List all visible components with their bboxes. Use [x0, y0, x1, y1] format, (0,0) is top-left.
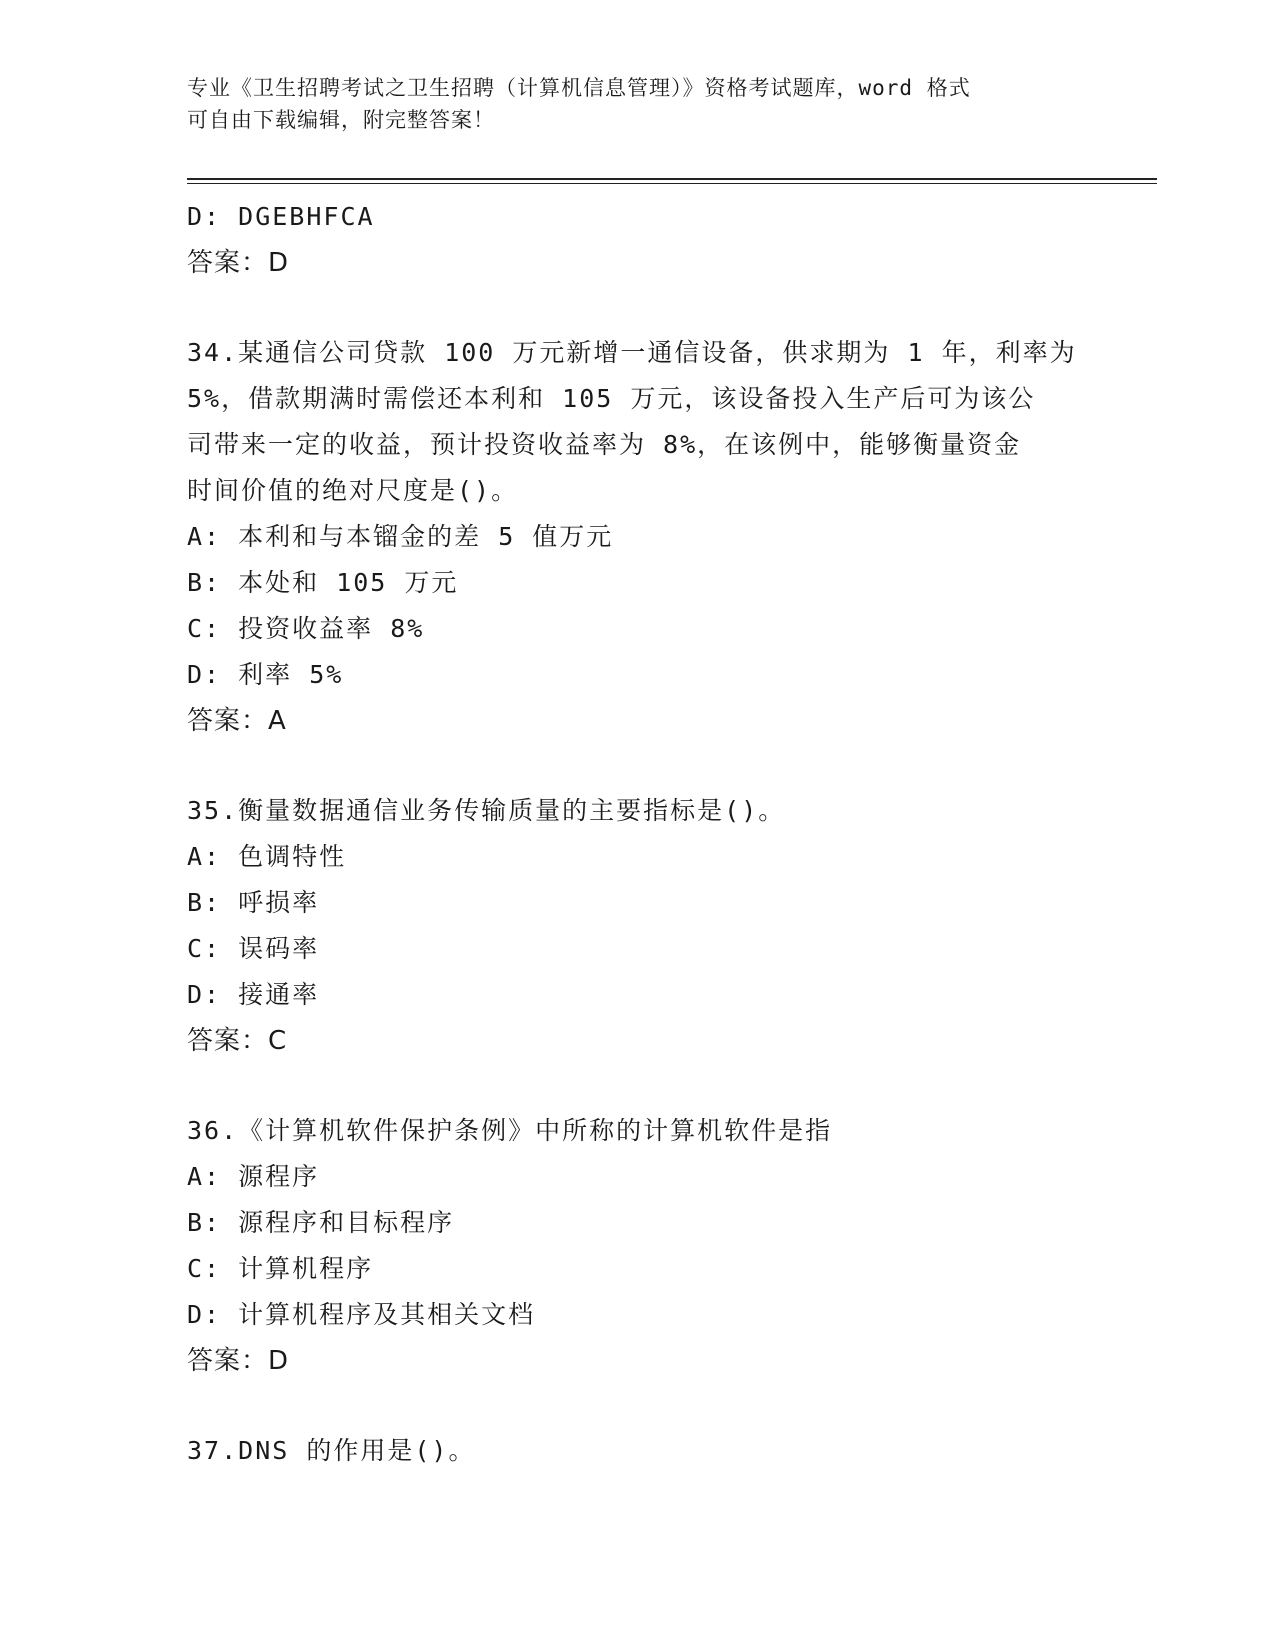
- answer-line: 答案：D: [187, 248, 290, 278]
- answer-line: 答案：C: [187, 1026, 288, 1056]
- option-c: C: 投资收益率 8%: [187, 614, 425, 643]
- option-c: C: 误码率: [187, 934, 320, 963]
- option-d: D: DGEBHFCA: [187, 202, 375, 231]
- option-d: D: 接通率: [187, 980, 320, 1009]
- option-b: B: 本处和 105 万元: [187, 568, 459, 597]
- question-list: [187, 194, 1087, 1474]
- header-line-2: 可自由下载编辑，附完整答案！: [187, 108, 495, 132]
- question-stem-line: 司带来一定的收益，预计投资收益率为 8%，在该例中，能够衡量资金: [187, 430, 1022, 459]
- header-divider-thick: [187, 178, 1157, 180]
- question-34: [187, 330, 1087, 744]
- question-stem-line: 37.DNS 的作用是()。: [187, 1436, 476, 1465]
- question-37: [187, 1428, 1087, 1474]
- option-b: B: 呼损率: [187, 888, 320, 917]
- option-d: D: 利率 5%: [187, 660, 344, 689]
- option-d: D: 计算机程序及其相关文档: [187, 1300, 536, 1329]
- header-divider-thin: [187, 183, 1157, 184]
- question-stem-line: 时间价值的绝对尺度是()。: [187, 476, 519, 505]
- option-c: C: 计算机程序: [187, 1254, 374, 1283]
- option-a: A: 色调特性: [187, 842, 347, 871]
- previous-question-tail: [187, 194, 1087, 286]
- header-line-1: 专业《卫生招聘考试之卫生招聘（计算机信息管理）》资格考试题库，word 格式: [187, 76, 971, 100]
- answer-line: 答案：A: [187, 706, 287, 736]
- option-a: A: 本利和与本镏金的差 5 值万元: [187, 522, 614, 551]
- question-35: [187, 788, 1087, 1064]
- answer-line: 答案：D: [187, 1346, 290, 1376]
- question-36: [187, 1108, 1087, 1384]
- question-stem-line: 5%，借款期满时需偿还本利和 105 万元，该设备投入生产后可为该公: [187, 384, 1036, 413]
- question-stem-line: 34.某通信公司贷款 100 万元新增一通信设备，供求期为 1 年，利率为: [187, 338, 1077, 367]
- option-a: A: 源程序: [187, 1162, 320, 1191]
- document-header: [187, 72, 1087, 136]
- question-stem-line: 35.衡量数据通信业务传输质量的主要指标是()。: [187, 796, 786, 825]
- question-stem-line: 36.《计算机软件保护条例》中所称的计算机软件是指: [187, 1116, 833, 1145]
- option-b: B: 源程序和目标程序: [187, 1208, 455, 1237]
